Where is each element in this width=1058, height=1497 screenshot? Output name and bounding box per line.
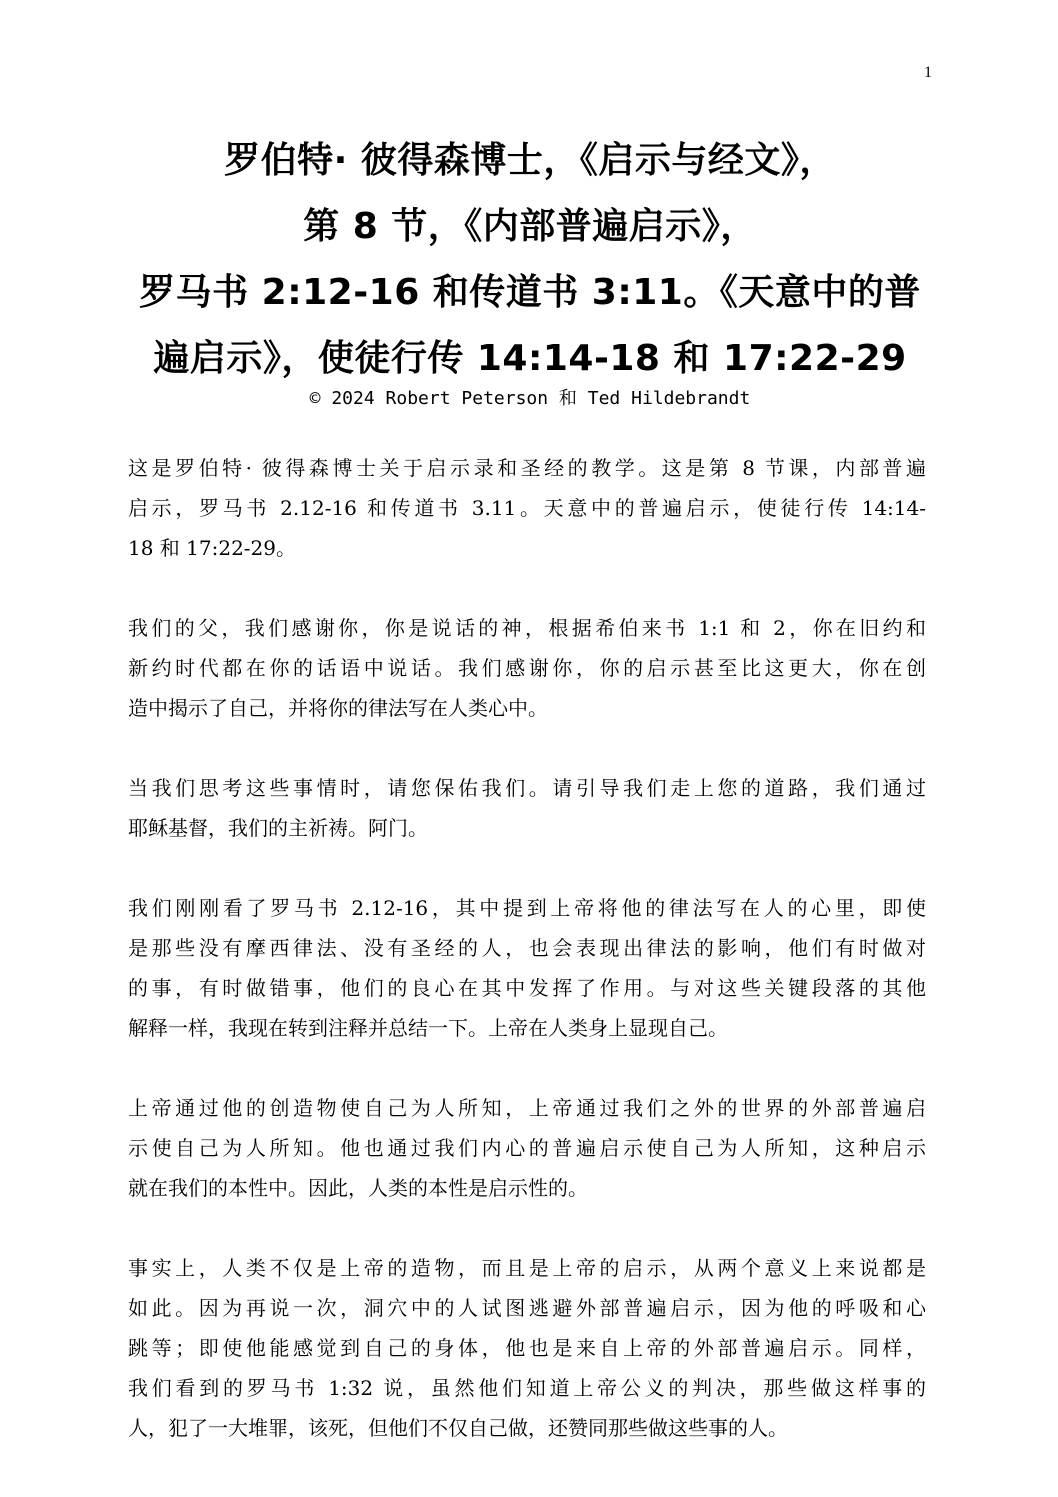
text-line: 耶稣基督，我们的主祈祷。阿门。 bbox=[128, 816, 428, 840]
text-line: 18 和 17:22-29。 bbox=[128, 536, 297, 560]
text-line: 如此。因为再说一次，洞穴中的人试图逃避外部普遍启示，因为他的呼吸和心 bbox=[128, 1296, 926, 1320]
document-title bbox=[100, 128, 960, 414]
copyright-notice: © 2024 Robert Peterson 和 Ted Hildebrandt bbox=[309, 388, 751, 409]
text-line: 我们看到的罗马书 1:32 说，虽然他们知道上帝公义的判决，那些做这样事的 bbox=[128, 1376, 926, 1400]
paragraph bbox=[128, 1248, 928, 1448]
text-line: 人，犯了一大堆罪，该死，但他们不仅自己做，还赞同那些做这些事的人。 bbox=[128, 1416, 788, 1440]
paragraph bbox=[128, 608, 928, 728]
text-line: 跳等；即使他能感觉到自己的身体，他也是来自上帝的外部普遍启示。同样， bbox=[128, 1336, 926, 1360]
text-line: 解释一样，我现在转到注释并总结一下。上帝在人类身上显现自己。 bbox=[128, 1016, 728, 1040]
text-line: 是那些没有摩西律法、没有圣经的人，也会表现出律法的影响，他们有时做对 bbox=[128, 936, 926, 960]
text-line: 我们的父，我们感谢你，你是说话的神，根据希伯来书 1:1 和 2，你在旧约和 bbox=[128, 616, 926, 640]
paragraph bbox=[128, 768, 928, 848]
title-line: 罗马书 2:12-16 和传道书 3:11。《天意中的普 bbox=[139, 272, 921, 313]
title-line: 第 8 节，《内部普遍启示》， bbox=[303, 206, 757, 247]
title-line: 遍启示》，使徒行传 14:14-18 和 17:22-29 bbox=[153, 338, 907, 379]
text-line: 新约时代都在你的话语中说话。我们感谢你，你的启示甚至比这更大，你在创 bbox=[128, 656, 926, 680]
paragraph bbox=[128, 888, 928, 1048]
text-line: 示使自己为人所知。他也通过我们内心的普遍启示使自己为人所知，这种启示 bbox=[128, 1136, 926, 1160]
title-line: 罗伯特· 彼得森博士，《启示与经文》， bbox=[224, 140, 836, 181]
text-line: 的事，有时做错事，他们的良心在其中发挥了作用。与对这些关键段落的其他 bbox=[128, 976, 926, 1000]
text-line: 这是罗伯特· 彼得森博士关于启示录和圣经的教学。这是第 8 节课，内部普遍 bbox=[128, 456, 926, 480]
text-line: 上帝通过他的创造物使自己为人所知，上帝通过我们之外的世界的外部普遍启 bbox=[128, 1096, 926, 1120]
text-line: 造中揭示了自己，并将你的律法写在人类心中。 bbox=[128, 696, 548, 720]
page-number: 1 bbox=[924, 64, 932, 81]
paragraph bbox=[128, 1088, 928, 1208]
paragraph bbox=[128, 448, 928, 568]
text-line: 我们刚刚看了罗马书 2.12-16，其中提到上帝将他的律法写在人的心里，即使 bbox=[128, 896, 926, 920]
text-line: 事实上，人类不仅是上帝的造物，而且是上帝的启示，从两个意义上来说都是 bbox=[128, 1256, 926, 1280]
text-line: 当我们思考这些事情时，请您保佑我们。请引导我们走上您的道路，我们通过 bbox=[128, 776, 926, 800]
text-line: 启示，罗马书 2.12-16 和传道书 3.11。天意中的普遍启示，使徒行传 14:14- bbox=[128, 496, 926, 520]
text-line: 就在我们的本性中。因此，人类的本性是启示性的。 bbox=[128, 1176, 588, 1200]
body-text bbox=[128, 448, 928, 1488]
